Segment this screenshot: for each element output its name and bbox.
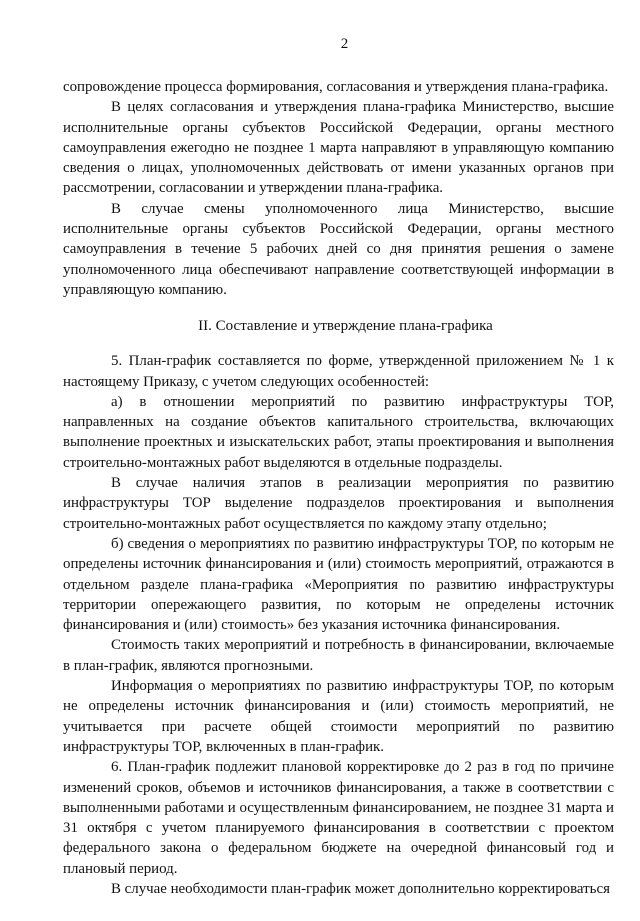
paragraph: В случае необходимости план-график может дополнительно корректироваться	[111, 880, 610, 897]
paragraph: В целях согласования и утверждения плана-графика Министерство, высшие исполнительные органы субъектов Российской Федерации, органы местного самоуправления ежегодно не позднее 1 марта направляют в управляющую компанию сведения о лицах, уполномоченных действовать от имени указанных органов при рассмотрении, согласовании и утверждении плана-графика.	[63, 99, 614, 197]
paragraph: В случае смены уполномоченного лица Министерство, высшие исполнительные органы субъектов Российской Федерации, органы местного самоуправления в течение 5 рабочих дней со дня принятия решения о замене уполномоченного лица обеспечивают направление соответствующей информации в управляющую компанию.	[63, 200, 614, 298]
paragraph: 5. План-график составляется по форме, утвержденной приложением № 1 к настоящему Приказу, с учетом следующих особенностей:	[63, 353, 614, 390]
document-body	[63, 77, 614, 899]
page-number: 2	[340, 36, 349, 52]
paragraph: а) в отношении мероприятий по развитию инфраструктуры ТОР, направленных на создание объектов капитального строительства, включающих выполнение проектных и изыскательских работ, этапы проектирования и выполнения строительно-монтажных работ выделяются в отдельные подразделы.	[63, 393, 614, 471]
paragraph: Стоимость таких мероприятий и потребность в финансировании, включаемые в план-график, являются прогнозными.	[63, 637, 614, 674]
paragraph: 6. План-график подлежит плановой корректировке до 2 раз в год по причине изменений сроков, объемов и источников финансирования, а также в соответствии с выполненными работами и осуществленным финансированием, не позднее 31 марта и 31 октября с учетом планируемого финансирования в соответствии с проектом федерального закона о федеральном бюджете на очередной финансовый год и плановый период.	[63, 759, 614, 877]
paragraph: Информация о мероприятиях по развитию инфраструктуры ТОР, по которым не определены источник финансирования и (или) стоимость мероприятий, не учитывается при расчете общей стоимости мероприятий по развитию инфраструктуры ТОР, включенных в план-график.	[63, 678, 614, 755]
paragraph: В случае наличия этапов в реализации мероприятия по развитию инфраструктуры ТОР выделение подразделов проектирования и выполнения строительно-монтажных работ осуществляется по каждому этапу отдельно;	[63, 475, 614, 532]
paragraph-continuation: сопровождение процесса формирования, согласования и утверждения плана-графика.	[63, 79, 609, 95]
section-heading: II. Составление и утверждение плана-графика	[198, 318, 493, 335]
paragraph: б) сведения о мероприятиях по развитию инфраструктуры ТОР, по которым не определены источник финансирования и (или) стоимость мероприятий, отражаются в отдельном разделе плана-графика «Мероприятия по развитию инфраструктуры территории опережающего развития, по которым не определены источник финансирования и (или) стоимость» без указания источника финансирования.	[63, 535, 614, 634]
